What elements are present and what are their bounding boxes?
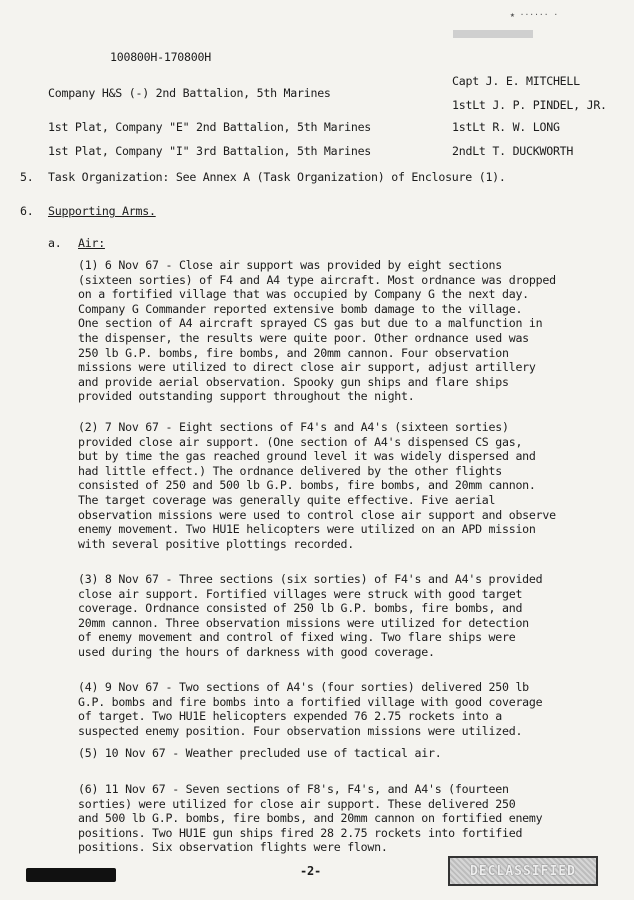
paragraph-line: The target coverage was generally quite effective. Five aerial [78, 492, 496, 507]
section-6-number: 6. [20, 204, 34, 218]
paragraph-line: used during the hours of darkness with good coverage. [78, 644, 435, 659]
subsection-a-letter: a. [48, 236, 62, 250]
paragraph-line: enemy movement. Two HU1E helicopters were utilized on an APD mission [78, 522, 536, 537]
paragraph-line: on a fortified village that was occupied by Company G the next day. [78, 287, 529, 302]
declassified-stamp [448, 856, 598, 886]
paragraph-line: G.P. bombs and fire bombs into a fortified village with good coverage [78, 694, 543, 709]
unit-name: Company H&S (-) 2nd Battalion, 5th Marines [48, 86, 331, 100]
paragraph-line: (3) 8 Nov 67 - Three sections (six sorties) of F4's and A4's provided [78, 572, 543, 586]
unit-name: 1st Plat, Company "E" 2nd Battalion, 5th Marines [48, 120, 372, 134]
paragraph-line: (1) 6 Nov 67 - Close air support was provided by eight sections [78, 258, 502, 272]
paragraph-line: provided close air support. (One section of A4's dispensed CS gas, [78, 434, 523, 449]
paragraph-1 [78, 258, 598, 404]
paragraph-line: 20mm cannon. Three observation missions were utilized for detection [78, 615, 529, 630]
section-5-text: Task Organization: See Annex A (Task Organization) of Enclosure (1). [48, 170, 506, 184]
paragraph-line: coverage. Ordnance consisted of 250 lb G.P. bombs, fire bombs, and [78, 601, 523, 616]
paragraph-line: 250 lb G.P. bombs, fire bombs, and 20mm cannon. Four observation [78, 345, 509, 360]
paragraph-line: (sixteen sorties) of F4 and A4 type aircraft. Most ordnance was dropped [78, 272, 556, 287]
paragraph-line: with several positive plottings recorded. [78, 536, 354, 551]
paragraph-line: (6) 11 Nov 67 - Seven sections of F8's, F4's, and A4's (fourteen [78, 782, 509, 796]
paragraph-line: Company G Commander reported extensive bomb damage to the village. [78, 301, 523, 316]
paragraph-line: close air support. Fortified villages were struck with good target [78, 586, 523, 601]
page-number: -2- [300, 864, 321, 878]
paragraph-6 [78, 782, 598, 855]
paragraph-line: observation missions were used to control close air support and observe [78, 507, 556, 522]
unit-commander: Capt J. E. MITCHELL [452, 74, 580, 88]
date-time-group: 100800H-170800H [110, 50, 211, 64]
subsection-a-title: Air: [78, 236, 105, 250]
paragraph-line: One section of A4 aircraft sprayed CS gas but due to a malfunction in [78, 316, 543, 331]
redaction-bar-top [453, 30, 533, 38]
paragraph-line: of target. Two HU1E helicopters expended 76 2.75 rockets into a [78, 709, 502, 724]
paragraph-4 [78, 680, 598, 738]
paragraph-line: but by time the gas reached ground level it was widely dispersed and [78, 449, 536, 464]
unit-commander: 1stLt J. P. PINDEL, JR. [452, 98, 607, 112]
paragraph-line: consisted of 250 and 500 lb G.P. bombs, fire bombs, and 20mm cannon. [78, 478, 536, 493]
paragraph-line: had little effect.) The ordnance delivered by the other flights [78, 463, 502, 478]
paragraph-line: (2) 7 Nov 67 - Eight sections of F4's and A4's (sixteen sorties) [78, 420, 509, 434]
stamp-text: DECLASSIFIED [470, 863, 576, 879]
paragraph-line: the dispenser, the results were quite poor. Other ordnance used was [78, 330, 529, 345]
paragraph-line: of enemy movement and control of fixed wing. Two flare ships were [78, 630, 516, 645]
paragraph-3 [78, 572, 598, 660]
paragraph-2 [78, 420, 598, 551]
top-stamp: ★ ······ · [510, 10, 559, 19]
paragraph-line: missions were utilized to direct close air support, adjust artillery [78, 360, 536, 375]
paragraph-line: (5) 10 Nov 67 - Weather precluded use of tactical air. [78, 746, 442, 760]
unit-commander: 1stLt R. W. LONG [452, 120, 560, 134]
paragraph-line: (4) 9 Nov 67 - Two sections of A4's (four sorties) delivered 250 lb [78, 680, 529, 694]
paragraph-line: positions. Six observation flights were flown. [78, 840, 388, 855]
section-5-number: 5. [20, 170, 34, 184]
paragraph-line: and provide aerial observation. Spooky gun ships and flare ships [78, 374, 509, 389]
paragraph-line: sorties) were utilized for close air support. These delivered 250 [78, 796, 516, 811]
section-6-title: Supporting Arms. [48, 204, 156, 218]
paragraph-line: suspected enemy position. Four observation missions were utilized. [78, 723, 523, 738]
redaction-bar-bottom [26, 868, 116, 882]
paragraph-line: and 500 lb G.P. bombs, fire bombs, and 20mm cannon on fortified enemy [78, 811, 543, 826]
paragraph-line: provided outstanding support throughout the night. [78, 389, 415, 404]
unit-name: 1st Plat, Company "I" 3rd Battalion, 5th Marines [48, 144, 372, 158]
paragraph-line: positions. Two HU1E gun ships fired 28 2.75 rockets into fortified [78, 825, 523, 840]
unit-commander: 2ndLt T. DUCKWORTH [452, 144, 574, 158]
paragraph-5 [78, 746, 598, 761]
